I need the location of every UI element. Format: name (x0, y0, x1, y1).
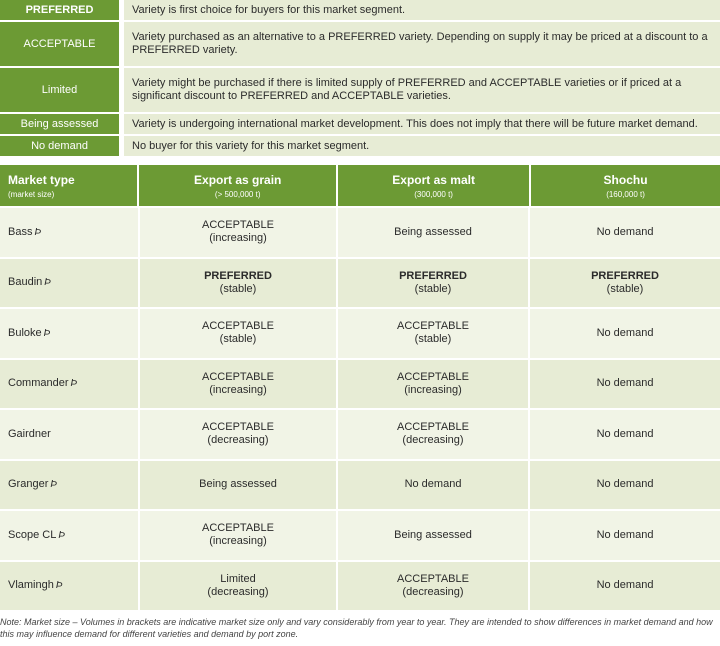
demand-trend: (stable) (414, 282, 452, 295)
demand-cell (140, 562, 338, 611)
table-header (0, 165, 720, 206)
demand-cell (338, 360, 530, 409)
demand-trend: (decreasing) (402, 434, 464, 447)
demand-cell (140, 410, 338, 459)
demand-cell (140, 309, 338, 358)
pbr-icon: Þ (44, 277, 51, 289)
demand-cell (530, 410, 720, 459)
legend-label: PREFERRED (0, 0, 119, 20)
legend-label: Limited (0, 68, 119, 112)
variety-cell (0, 461, 140, 510)
demand-status: Being assessed (394, 528, 472, 541)
demand-cell (140, 208, 338, 257)
demand-status: PREFERRED (399, 269, 467, 282)
market-table (0, 165, 720, 610)
demand-status: No demand (596, 225, 654, 238)
variety-name: Buloke (8, 326, 42, 339)
table-row (0, 206, 720, 257)
demand-status: ACCEPTABLE (202, 522, 274, 535)
demand-status: No demand (404, 478, 462, 491)
pbr-icon: Þ (43, 327, 51, 339)
legend-row (0, 0, 720, 20)
demand-trend: (increasing) (404, 383, 462, 396)
variety-name: Bass (8, 225, 33, 238)
legend-label: Being assessed (0, 114, 119, 134)
column-header-title: Export as grain (194, 172, 282, 187)
demand-status: No demand (596, 579, 654, 592)
column-header (139, 165, 338, 206)
demand-cell (530, 208, 720, 257)
variety-cell (0, 410, 140, 459)
column-header-title: Export as malt (392, 172, 475, 187)
demand-status: No demand (596, 377, 654, 390)
demand-cell (338, 461, 530, 510)
demand-status: ACCEPTABLE (397, 572, 469, 585)
demand-status: No demand (596, 528, 654, 541)
legend-row (0, 22, 720, 66)
demand-cell (140, 259, 338, 308)
demand-cell (140, 461, 338, 510)
variety-cell (0, 511, 140, 560)
demand-cell (140, 360, 338, 409)
demand-trend: (decreasing) (207, 434, 269, 447)
demand-trend: (stable) (219, 333, 257, 346)
column-header (338, 165, 531, 206)
pbr-icon: Þ (34, 226, 42, 238)
variety-name: Vlamingh (8, 579, 54, 592)
demand-status: ACCEPTABLE (397, 320, 469, 333)
column-header-size: (160,000 t) (606, 189, 645, 199)
table-body (0, 206, 720, 610)
demand-cell (338, 410, 530, 459)
demand-cell (338, 208, 530, 257)
variety-name: Granger (8, 478, 49, 491)
variety-cell (0, 562, 140, 611)
demand-cell (338, 259, 530, 308)
variety-name: Commander (8, 377, 69, 390)
demand-status: ACCEPTABLE (202, 219, 274, 232)
legend-row (0, 136, 720, 156)
legend (0, 0, 720, 156)
demand-cell (338, 562, 530, 611)
demand-status: ACCEPTABLE (202, 320, 274, 333)
column-header-size: (market size) (8, 189, 55, 199)
demand-status: Limited (220, 572, 256, 585)
table-row (0, 408, 720, 459)
demand-status: PREFERRED (204, 269, 272, 282)
variety-cell (0, 208, 140, 257)
table-row (0, 358, 720, 409)
demand-trend: (stable) (219, 282, 257, 295)
column-header-size: (> 500,000 t) (214, 189, 261, 199)
demand-status: No demand (596, 478, 654, 491)
variety-cell (0, 259, 140, 308)
variety-name: Gairdner (8, 427, 51, 440)
legend-row (0, 114, 720, 134)
demand-cell (530, 562, 720, 611)
variety-name: Baudin (8, 276, 43, 289)
pbr-icon: Þ (70, 378, 78, 390)
variety-cell (0, 360, 140, 409)
demand-cell (530, 309, 720, 358)
demand-cell (530, 259, 720, 308)
column-header-title: Market type (8, 172, 75, 187)
demand-status: Being assessed (394, 225, 472, 238)
column-header (0, 165, 139, 206)
demand-status: PREFERRED (591, 269, 659, 282)
demand-trend: (decreasing) (207, 585, 269, 598)
footnote: Note: Market size – Volumes in brackets are indicative market size only and vary considerably from year to year. They are intended to show differences in market demand and how this may influence demand for different varieties and demand by port zone. (0, 617, 713, 639)
table-row (0, 257, 720, 308)
demand-status: ACCEPTABLE (397, 421, 469, 434)
demand-cell (338, 309, 530, 358)
table-row (0, 459, 720, 510)
legend-label: No demand (0, 136, 119, 156)
table-row (0, 560, 720, 611)
legend-description: Variety purchased as an alternative to a PREFERRED variety. Depending on supply it may be priced at a discount to a PREFERRED variety. (124, 22, 720, 66)
demand-trend: (stable) (606, 282, 644, 295)
demand-cell (338, 511, 530, 560)
table-row (0, 509, 720, 560)
pbr-icon: Þ (58, 529, 65, 541)
legend-row (0, 68, 720, 112)
table-row (0, 307, 720, 358)
demand-trend: (increasing) (209, 535, 267, 548)
column-header-title: Shochu (603, 172, 648, 187)
variety-cell (0, 309, 140, 358)
demand-status: ACCEPTABLE (202, 421, 274, 434)
legend-description: No buyer for this variety for this market segment. (124, 136, 720, 156)
demand-cell (140, 511, 338, 560)
demand-status: No demand (596, 427, 654, 440)
column-header-size: (300,000 t) (414, 189, 453, 199)
demand-status: ACCEPTABLE (397, 370, 469, 383)
demand-status: No demand (596, 326, 654, 339)
demand-trend: (increasing) (209, 383, 267, 396)
variety-name: Scope CL (8, 528, 57, 541)
pbr-icon: Þ (55, 580, 63, 592)
legend-description: Variety is undergoing international market development. This does not imply that there will be future market demand. (124, 114, 720, 134)
demand-cell (530, 360, 720, 409)
demand-status: ACCEPTABLE (202, 370, 274, 383)
demand-trend: (increasing) (209, 232, 267, 245)
column-header (531, 165, 720, 206)
legend-description: Variety might be purchased if there is limited supply of PREFERRED and ACCEPTABLE varieties or if priced at a significant discount to PREFERRED and ACCEPTABLE varieties. (124, 68, 720, 112)
demand-status: Being assessed (199, 478, 277, 491)
demand-trend: (stable) (414, 333, 452, 346)
demand-cell (530, 461, 720, 510)
demand-trend: (decreasing) (402, 585, 464, 598)
demand-cell (530, 511, 720, 560)
legend-label: ACCEPTABLE (0, 22, 119, 66)
pbr-icon: Þ (50, 479, 58, 491)
legend-description: Variety is first choice for buyers for this market segment. (124, 0, 720, 20)
